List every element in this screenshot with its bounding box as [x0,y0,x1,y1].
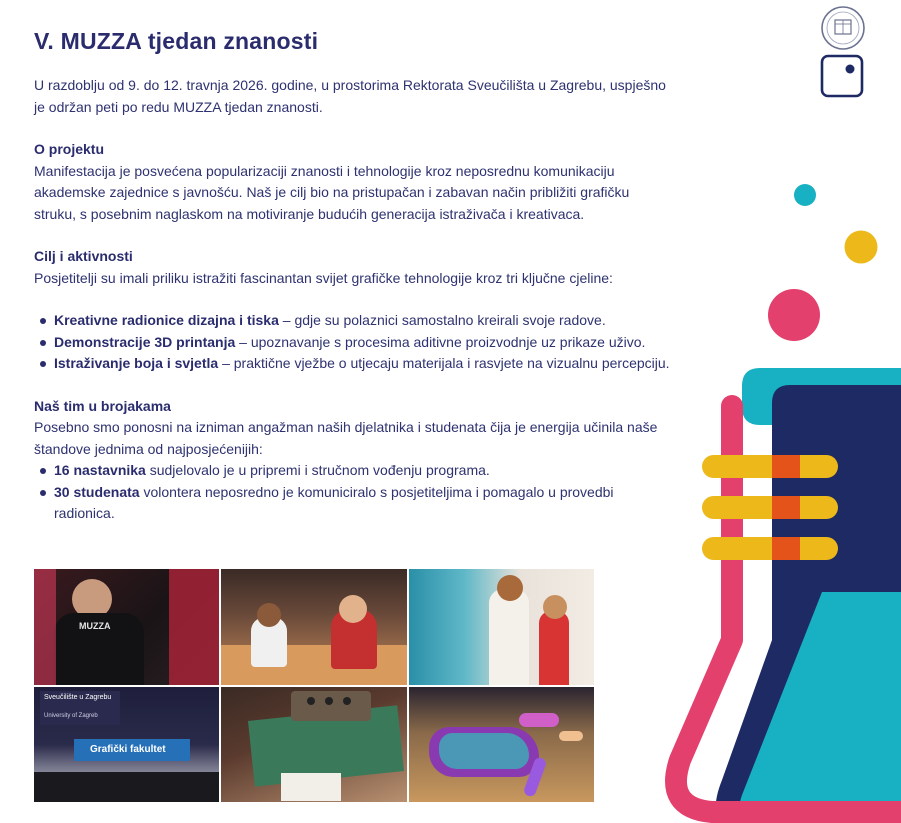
photo-collage [34,569,594,802]
goals-heading: Cilj i aktivnosti [34,248,133,264]
team-text: Posebno smo ponosni na izniman angažman naših djelatnika i studenata čija je energija učinila naše štandove jednima od najposjećenijih: [34,419,658,457]
photo-faculty-stand [34,687,219,803]
university-seal-icon [822,7,864,49]
list-item: Istraživanje boja i svjetla – praktične vježbe o utjecaju materijala i rasvjete na vizualnu percepciju. [54,353,674,375]
bubble-pink [768,289,820,341]
list-item: Demonstracije 3D printanja – upoznavanje s procesima aditivne proizvodnje uz prikaze uživo. [54,332,674,354]
bubble-teal [794,184,816,206]
project-text: Manifestacija je posvećena popularizaciji znanosti i tehnologije kroz neposrednu komunikaciju akademske zajednice s javnošću. Naš je cilj bio na pristupačan i zabavan način približiti grafičku struku, s posebnim naglaskom na motiviranje budućih generacija istraživača i kreativaca. [34,162,630,222]
photo-3d-prints [409,687,594,803]
intro-paragraph: U razdoblju od 9. do 12. travnja 2026. godine, u prostorima Rektorata Sveučilišta u Zagrebu, uspješno je održan peti po redu MUZZA tjedan znanosti. [34,77,666,115]
page-title: V. MUZZA tjedan znanosti [34,28,319,54]
project-heading: O projektu [34,141,105,157]
team-heading: Naš tim u brojakama [34,397,171,414]
photo-child-display [409,569,594,685]
goals-list [34,310,674,375]
flask-bars [702,455,838,560]
team-section [34,396,674,525]
article [34,28,674,525]
shirt-text: MUZZA [79,621,111,631]
team-list [34,460,674,525]
goals-section [34,246,674,375]
bubble-yellow [845,231,878,264]
photo-presenter [34,569,219,685]
list-item: 30 studenata volontera neposredno je komuniciralo s posjetiteljima i pomagalo u provedbi radionica. [54,482,674,525]
faculty-logo-icon [822,56,862,96]
goals-text: Posjetitelji su imali priliku istražiti fascinantan svijet grafičke tehnologije kroz tri ključne cjeline: [34,269,613,286]
list-item: 16 nastavnika sudjelovalo je u pripremi i stručnom vođenju programa. [54,460,674,482]
faculty-sign-text: Grafički fakultet [90,743,166,755]
banner-sub-text: University of Zagreb [44,712,98,719]
project-section [34,139,674,225]
list-item: Kreativne radionice dizajna i tiska – gdje su polaznici samostalno kreirali svoje radove. [54,310,674,332]
banner-university-text: Sveučilište u Zagrebu [44,693,112,701]
photo-children-tables [221,569,406,685]
photo-printing-mats [221,687,406,803]
